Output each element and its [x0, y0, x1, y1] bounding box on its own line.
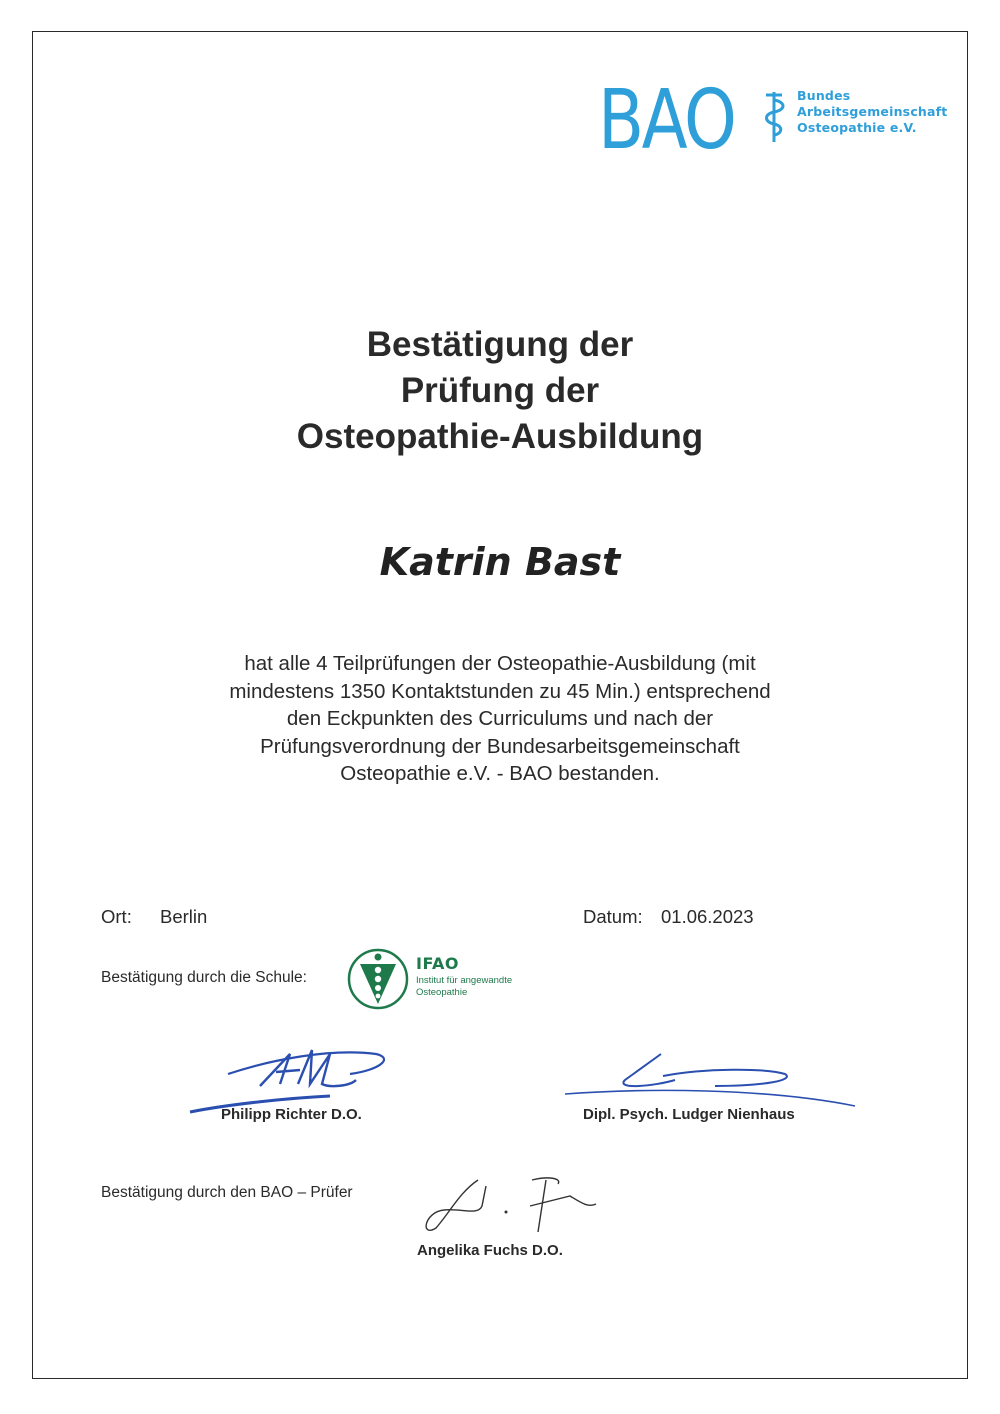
signature-ludger-nienhaus	[565, 1050, 855, 1110]
ifao-subtitle-line1: Institut für angewandte	[416, 975, 513, 986]
body-line3: den Eckpunkten des Curriculums und nach der	[286, 707, 714, 730]
body-line5: Osteopathie e.V. - BAO bestanden.	[340, 762, 660, 785]
bao-subtitle	[797, 88, 947, 136]
title-line3: Osteopathie-Ausbildung	[296, 417, 704, 456]
body-line4: Prüfungsverordnung der Bundesarbeitsgemeinschaft	[260, 734, 740, 758]
signatory-name-second: Dipl. Psych. Ludger Nienhaus	[583, 1106, 795, 1123]
title-line1: Bestätigung der	[366, 325, 634, 364]
certificate-title	[0, 322, 1000, 460]
ifao-subtitle	[416, 975, 512, 999]
signatory-name-first: Philipp Richter D.O.	[221, 1106, 362, 1123]
body-line2: mindestens 1350 Kontaktstunden zu 45 Min.) entsprechend	[229, 679, 771, 703]
place-value: Berlin	[160, 906, 208, 927]
school-confirmation-label: Bestätigung durch die Schule:	[101, 969, 307, 986]
ifao-subtitle-line2: Osteopathie	[416, 987, 468, 998]
bao-subtitle-line2: Arbeitsgemeinschaft	[797, 104, 948, 119]
body-line1: hat alle 4 Teilprüfungen der Osteopathie-Ausbildung (mit	[244, 652, 756, 675]
bao-subtitle-line1: Bundes	[797, 88, 851, 103]
title-line2: Prüfung der	[400, 371, 600, 410]
ifao-logo	[346, 948, 546, 1012]
bao-logo	[598, 73, 958, 168]
recipient-name: Katrin Bast	[379, 540, 621, 584]
date-value: 01.06.2023	[661, 906, 754, 927]
caduceus-icon	[760, 88, 788, 144]
certificate-body	[0, 650, 1000, 788]
ifao-emblem-icon	[346, 948, 410, 1012]
ifao-title: IFAO	[416, 954, 460, 973]
place-label: Ort:	[101, 906, 132, 927]
examiner-confirmation-label: Bestätigung durch den BAO – Prüfer	[101, 1184, 353, 1201]
signature-angelika-fuchs	[420, 1172, 610, 1242]
bao-subtitle-line3: Osteopathie e.V.	[797, 120, 917, 135]
date-label: Datum:	[583, 906, 643, 927]
bao-wordmark: BAO	[598, 73, 735, 168]
signatory-name-examiner: Angelika Fuchs D.O.	[417, 1242, 563, 1259]
